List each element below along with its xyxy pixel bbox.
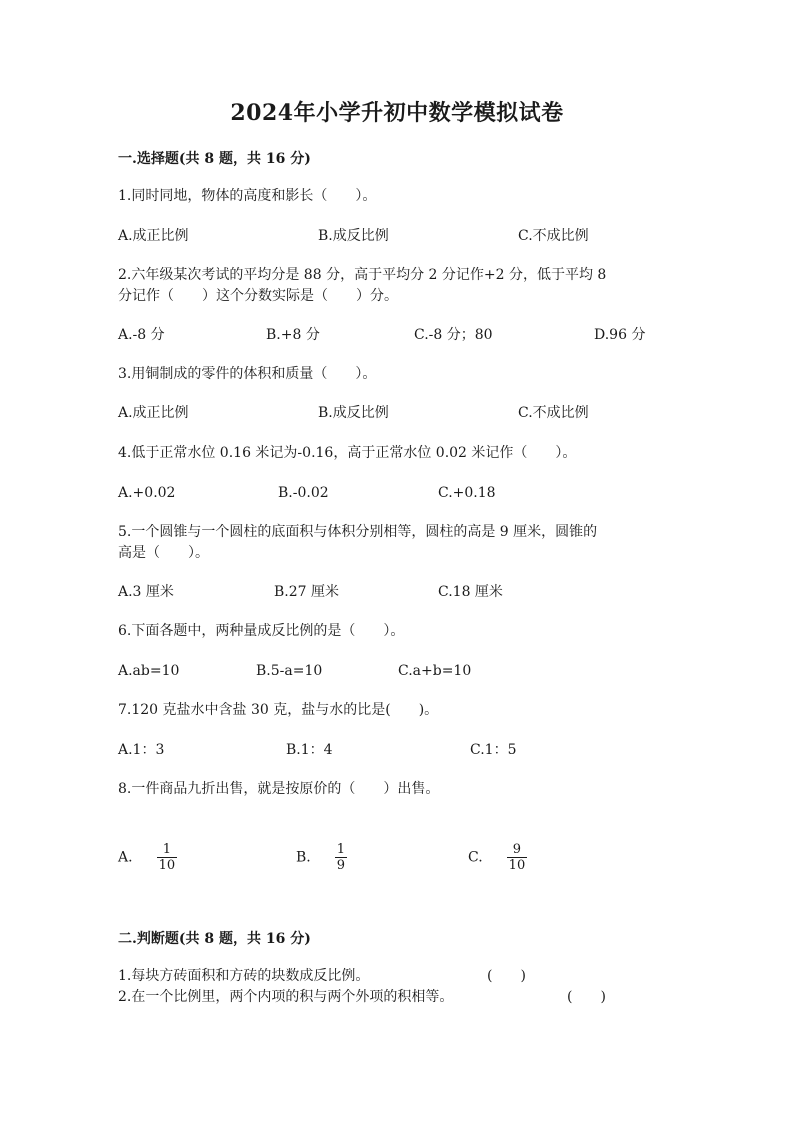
q6-option-a[interactable]: A.ab=10	[118, 663, 180, 679]
q3-option-b[interactable]: B.成反比例	[318, 405, 389, 421]
judge-item-2: 2.在一个比例里，两个内项的积与两个外项的积相等。	[118, 989, 454, 1005]
q8-option-a-fraction: $\frac{1}{10}$	[158, 842, 176, 873]
q3-option-c[interactable]: C.不成比例	[518, 405, 589, 421]
q8-option-b-fraction: $\frac{1}{9}$	[336, 842, 346, 873]
question-3: 3.用铜制成的零件的体积和质量（ ）。	[118, 366, 377, 382]
q5-option-b[interactable]: B.27 厘米	[274, 584, 340, 600]
question-2-line-2: 分记作（ ）这个分数实际是（ ）分。	[118, 288, 398, 304]
q4-option-a[interactable]: A.+0.02	[118, 485, 176, 501]
q6-option-b[interactable]: B.5-a=10	[256, 663, 323, 679]
q8-option-c-fraction: $\frac{9}{10}$	[508, 842, 526, 873]
question-8: 8.一件商品九折出售，就是按原价的（ ）出售。	[118, 781, 440, 797]
q5-option-c[interactable]: C.18 厘米	[438, 584, 503, 600]
judge-item-2-answer[interactable]: ( )	[567, 989, 606, 1005]
question-5-line-1: 5.一个圆锥与一个圆柱的底面积与体积分别相等，圆柱的高是 9 厘米，圆锥的	[118, 524, 598, 540]
question-7: 7.120 克盐水中含盐 30 克，盐与水的比是( )。	[118, 702, 439, 718]
section-heading-judge: 二.判断题(共 8 题，共 16 分)	[118, 931, 311, 947]
q1-option-a[interactable]: A.成正比例	[118, 228, 189, 244]
q8-option-a-label: A.	[118, 849, 133, 866]
q8-option-c[interactable]	[468, 842, 527, 873]
q3-option-a[interactable]: A.成正比例	[118, 405, 189, 421]
q8-option-c-label: C.	[468, 849, 483, 866]
page-title: 2024年小学升初中数学模拟试卷	[230, 100, 564, 126]
question-5-line-2: 高是（ ）。	[118, 545, 209, 561]
q8-option-a[interactable]	[118, 842, 177, 873]
q8-option-b[interactable]	[296, 842, 347, 873]
q2-option-d[interactable]: D.96 分	[594, 327, 646, 343]
question-1: 1.同时同地，物体的高度和影长（ ）。	[118, 188, 377, 204]
q4-option-b[interactable]: B.-0.02	[278, 485, 329, 501]
q1-option-b[interactable]: B.成反比例	[318, 228, 389, 244]
section-heading-choice: 一.选择题(共 8 题，共 16 分)	[118, 151, 311, 167]
question-4: 4.低于正常水位 0.16 米记为-0.16，高于正常水位 0.02 米记作（ ）。	[118, 445, 577, 461]
q7-option-c[interactable]: C.1：5	[470, 742, 517, 758]
q6-option-c[interactable]: C.a+b=10	[398, 663, 472, 679]
q8-option-b-label: B.	[296, 849, 311, 866]
q2-option-c[interactable]: C.-8 分；80	[414, 327, 493, 343]
q2-option-a[interactable]: A.-8 分	[118, 327, 165, 343]
question-6: 6.下面各题中，两种量成反比例的是（ ）。	[118, 623, 405, 639]
q4-option-c[interactable]: C.+0.18	[438, 485, 496, 501]
q7-option-a[interactable]: A.1：3	[118, 742, 165, 758]
judge-item-1: 1.每块方砖面积和方砖的块数成反比例。	[118, 968, 370, 984]
q5-option-a[interactable]: A.3 厘米	[118, 584, 174, 600]
judge-item-1-answer[interactable]: ( )	[487, 968, 526, 984]
q2-option-b[interactable]: B.+8 分	[266, 327, 320, 343]
question-2-line-1: 2.六年级某次考试的平均分是 88 分，高于平均分 2 分记作+2 分，低于平均 8	[118, 267, 607, 283]
q7-option-b[interactable]: B.1：4	[286, 742, 333, 758]
q1-option-c[interactable]: C.不成比例	[518, 228, 589, 244]
